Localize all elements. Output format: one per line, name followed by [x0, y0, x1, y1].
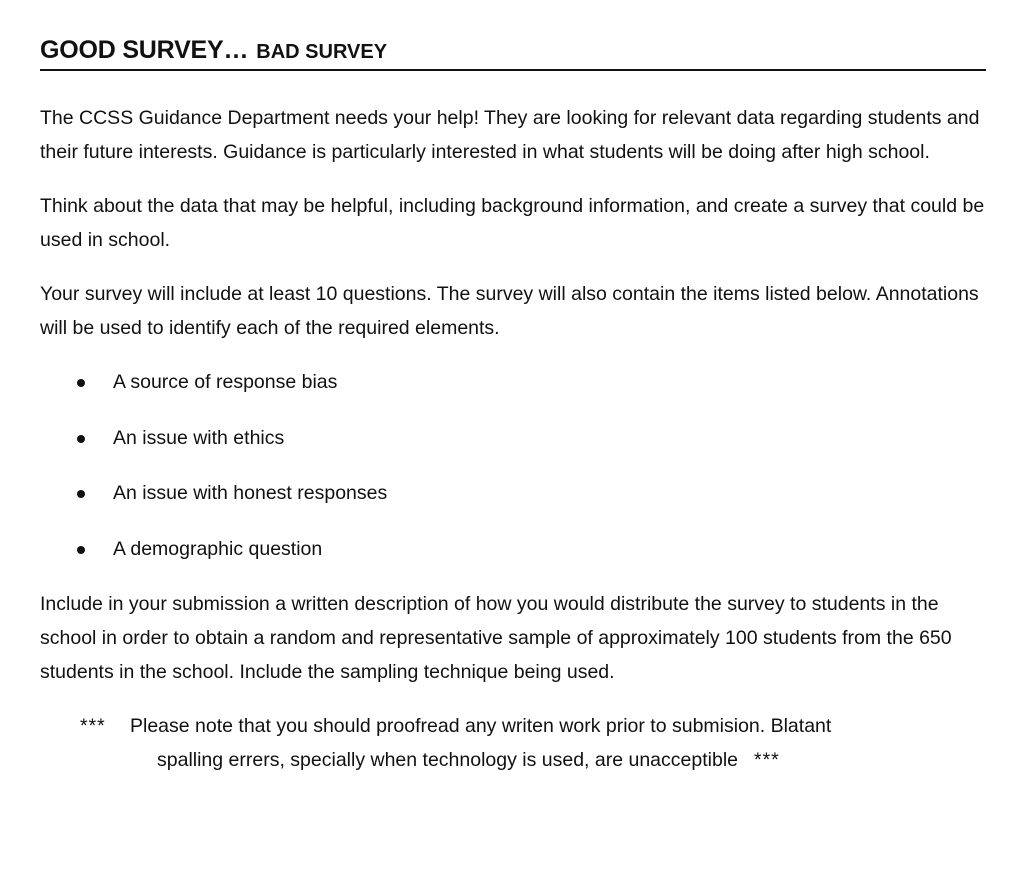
- list-item: [40, 532, 986, 588]
- requirements-list: [40, 365, 986, 587]
- document-title: [40, 36, 986, 71]
- list-item: [40, 421, 986, 477]
- bullet-icon: [77, 435, 85, 443]
- note-stars-end: ***: [754, 749, 780, 771]
- note-text-1: Please note that you should proofread any writen work prior to submision. Blatant: [130, 715, 832, 737]
- note-text-2: spalling errers, specially when technology is used, are unacceptible: [157, 749, 738, 771]
- list-item: [40, 365, 986, 421]
- title-sub: BAD SURVEY: [256, 41, 388, 63]
- list-item-text: A source of response bias: [113, 371, 338, 393]
- data-paragraph: Think about the data that may be helpful, including background information, and create a survey that could be used in school.: [40, 195, 985, 251]
- list-item-text: An issue with ethics: [113, 426, 285, 449]
- requirements-paragraph: Your survey will include at least 10 questions. The survey will also contain the items listed below. Annotations will be used to identify each of the required elements.: [40, 283, 979, 339]
- bullet-icon: [77, 379, 85, 387]
- document-page: [40, 36, 986, 777]
- note-line-2: [40, 743, 986, 777]
- intro-paragraph: The CCSS Guidance Department needs your help! They are looking for relevant data regarding students and their future interests. Guidance is particularly interested in what students will be doing after high school.: [40, 107, 980, 163]
- proofread-note: [40, 709, 986, 777]
- title-main: GOOD SURVEY…: [40, 36, 249, 64]
- bullet-icon: [77, 490, 85, 498]
- list-item-text: An issue with honest responses: [113, 482, 388, 504]
- list-item: [40, 476, 986, 532]
- bullet-icon: [77, 546, 85, 554]
- note-line-1: [40, 709, 986, 743]
- submission-paragraph: Include in your submission a written description of how you would distribute the survey to students in the school in order to obtain a random and representative sample of approximately 100 students from the 650 students in the school. Include the sampling technique being used.: [40, 593, 952, 683]
- list-item-text: A demographic question: [113, 537, 323, 560]
- note-stars-start: ***: [80, 715, 106, 737]
